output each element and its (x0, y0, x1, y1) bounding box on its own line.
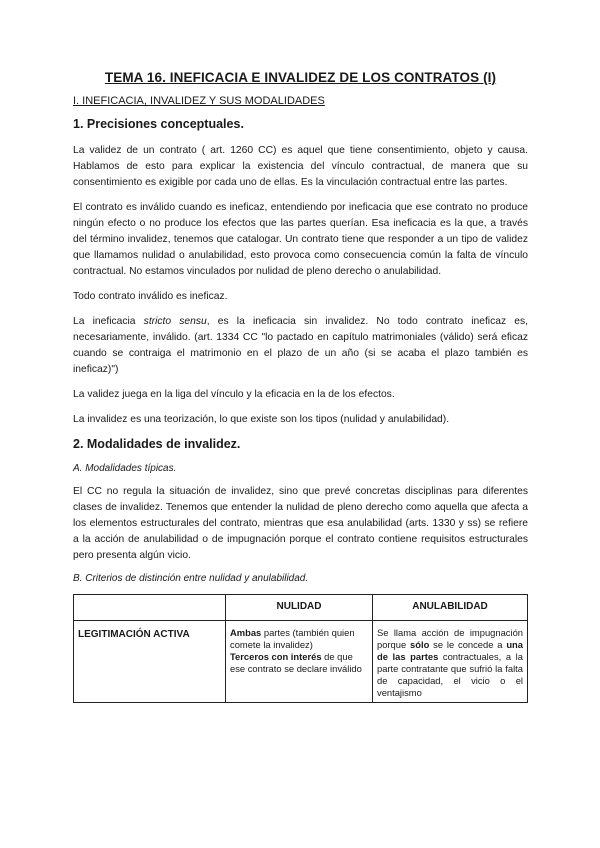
subheading-tipicas: A. Modalidades típicas. (73, 463, 177, 474)
paragraph-validez: La validez de un contrato ( art. 1260 CC) es aquel que tiene consentimiento, objeto y causa. Hablamos de esto para explicar la existencia del vínculo contractual, de manera que su consentimiento es exigible por cada uno de ellas. Es la vinculación contractual entre las partes. (73, 145, 528, 188)
paragraph-teorizacion: La invalidez es una teorización, lo que existe son los tipos (nulidad y anulabilidad). (73, 414, 450, 425)
table-header-empty (74, 595, 226, 621)
row-head-legitimacion: LEGITIMACIÓN ACTIVA (74, 621, 226, 703)
table-row (74, 621, 528, 703)
heading-modalidades: 2. Modalidades de invalidez. (73, 437, 241, 451)
cell-nulidad-legitimacion: Ambas partes (también quien comete la invalidez) Terceros con interés de que ese contrato se declare inválido (226, 621, 373, 703)
section-heading-i: I. INEFICACIA, INVALIDEZ Y SUS MODALIDADES (73, 95, 325, 107)
paragraph-modalidades: El CC no regula la situación de invalidez, sino que prevé concretas disciplinas para diferentes clases de invalidez. Tenemos que entender la nulidad de pleno derecho como aquella que afecta a los elementos estructurales del contrato, mientras que esa anulabilidad (arts. 1330 y ss) se refiere a la acción de anulabilidad o de impugnación porque el contrato contiene requisitos estructurales pero presenta algún vicio. (73, 486, 528, 561)
page-title: TEMA 16. INEFICACIA E INVALIDEZ DE LOS CONTRATOS (I) (104, 70, 497, 85)
table-header-anulabilidad: ANULABILIDAD (373, 595, 528, 621)
paragraph-liga: La validez juega en la liga del vínculo y la eficacia en la de los efectos. (73, 389, 395, 400)
document-page (73, 70, 528, 703)
table-header-nulidad: NULIDAD (226, 595, 373, 621)
cell-anulabilidad-legitimacion: Se llama acción de impugnación porque sólo se le concede a una de las partes contractuales, a la parte contratante que sufrió la falta de capacidad, el vicio o el ventajismo (373, 621, 528, 703)
paragraph-invalido: El contrato es inválido cuando es ineficaz, entendiendo por ineficacia que ese contrato no produce ningún efecto o no produce los efectos que las partes querían. Esa ineficacia es la que, a través del término invalidez, tenemos que catalogar. Un contrato tiene que responder a un tipo de validez que llamamos nulidad o anulabilidad, esto provoca como consecuencia común la falta de vínculo contractual. No estamos vinculados por nulidad de pleno derecho o anulabilidad. (73, 202, 528, 277)
table-header-row (74, 595, 528, 621)
paragraph-stricto-sensu: La ineficacia stricto sensu, es la ineficacia sin invalidez. No todo contrato ineficaz es, necesariamente, inválido. (art. 1334 CC "lo pactado en capítulo matrimoniales (válido) será eficaz cuando se contraiga el matrimonio en el plazo de un año (si se acaba el plazo también es ineficaz)") (73, 316, 528, 375)
comparison-table (73, 594, 528, 703)
subheading-criterios: B. Criterios de distinción entre nulidad y anulabilidad. (73, 573, 309, 584)
paragraph-todo-contrato: Todo contrato inválido es ineficaz. (73, 291, 228, 302)
heading-precisiones: 1. Precisiones conceptuales. (73, 117, 244, 131)
